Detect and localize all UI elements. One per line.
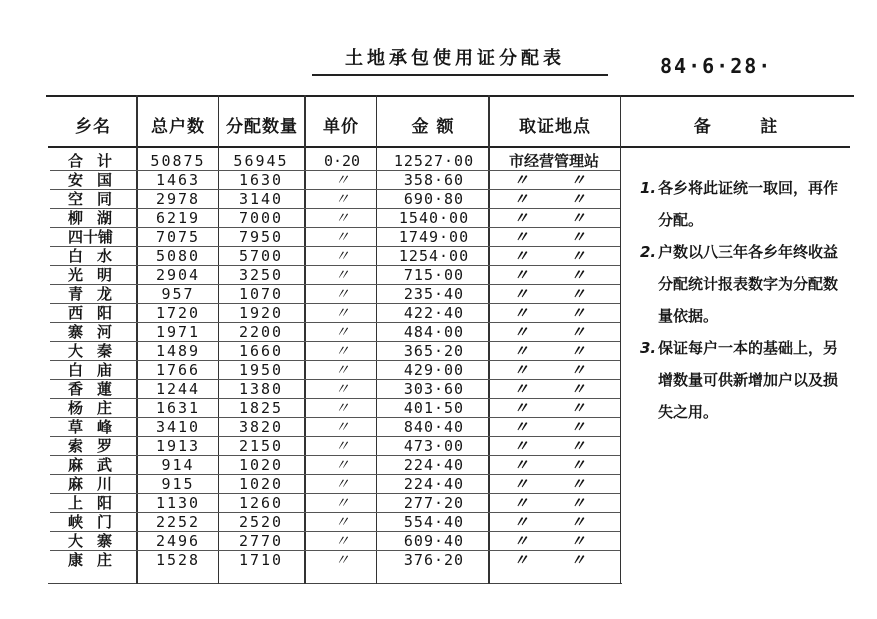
- ditto-mark: 〃: [334, 494, 350, 512]
- header-unit-price: 单价: [323, 117, 359, 137]
- ditto-mark: 〃: [334, 285, 350, 303]
- remark-note-2: [640, 236, 850, 332]
- ditto-mark: 〃: [513, 380, 529, 398]
- ditto-mark: 〃: [513, 171, 529, 189]
- table-row: [50, 304, 620, 323]
- amount-value: 715·00: [403, 266, 465, 284]
- ditto-mark: 〃: [570, 551, 586, 569]
- amount-value: 1254·00: [398, 247, 470, 265]
- township-name: 杨庄: [68, 399, 127, 417]
- allocation-value: 1950: [238, 361, 284, 379]
- township-name: 寨河: [68, 323, 127, 341]
- amount-value: 365·20: [403, 342, 465, 360]
- amount-value: 401·50: [403, 399, 465, 417]
- township-name: 麻川: [68, 475, 127, 493]
- column-divider: [620, 95, 621, 584]
- total-row: [50, 152, 620, 171]
- allocation-value: 2150: [238, 437, 284, 455]
- ditto-mark: 〃: [570, 380, 586, 398]
- township-name: 西阳: [68, 304, 127, 322]
- table-top-border: [46, 95, 854, 97]
- header-pickup-location: 取证地点: [519, 117, 591, 137]
- township-name: 白水: [68, 247, 127, 265]
- table-row: [50, 266, 620, 285]
- remark-note-3: [640, 332, 850, 428]
- allocation-value: 3140: [238, 190, 284, 208]
- ditto-mark: 〃: [570, 475, 586, 493]
- allocation-value: 7950: [238, 228, 284, 246]
- ditto-mark: 〃: [570, 456, 586, 474]
- ditto-mark: 〃: [334, 475, 350, 493]
- title-underline: [312, 74, 608, 76]
- ditto-mark: 〃: [570, 418, 586, 436]
- table-row: [50, 532, 620, 551]
- allocation-value: 1825: [238, 399, 284, 417]
- total-pickup-location: 市经营管理站: [508, 152, 599, 170]
- table-bottom-border: [48, 583, 622, 584]
- township-name: 安国: [68, 171, 127, 189]
- township-name: 空同: [68, 190, 127, 208]
- total-allocation: 56945: [233, 152, 289, 170]
- ditto-mark: 〃: [570, 171, 586, 189]
- remark-number: 1.: [640, 179, 657, 197]
- document-title: 土地承包使用证分配表: [345, 48, 565, 69]
- allocation-value: 1710: [238, 551, 284, 569]
- ditto-mark: 〃: [513, 323, 529, 341]
- amount-value: 1540·00: [398, 209, 470, 227]
- table-row: [50, 380, 620, 399]
- amount-value: 224·40: [403, 456, 465, 474]
- amount-value: 277·20: [403, 494, 465, 512]
- amount-value: 484·00: [403, 323, 465, 341]
- table-row: [50, 171, 620, 190]
- ditto-mark: 〃: [570, 532, 586, 550]
- allocation-value: 1260: [238, 494, 284, 512]
- header-households: 总户数: [151, 117, 205, 137]
- township-name: 大秦: [68, 342, 127, 360]
- ditto-mark: 〃: [334, 323, 350, 341]
- ditto-mark: 〃: [513, 513, 529, 531]
- remark-note-1: [640, 172, 850, 236]
- table-row: [50, 418, 620, 437]
- amount-value: 224·40: [403, 475, 465, 493]
- amount-value: 1749·00: [398, 228, 470, 246]
- amount-value: 840·40: [403, 418, 465, 436]
- households-value: 1244: [155, 380, 201, 398]
- remark-number: 3.: [640, 339, 657, 357]
- remark-number: 2.: [640, 243, 657, 261]
- households-value: 1130: [155, 494, 201, 512]
- table-row: [50, 342, 620, 361]
- remarks-header-border: [622, 146, 850, 148]
- ditto-mark: 〃: [334, 247, 350, 265]
- table-row: [50, 361, 620, 380]
- households-value: 5080: [155, 247, 201, 265]
- ditto-mark: 〃: [570, 513, 586, 531]
- remark-text: 户数以八三年各乡年终收益分配统计报表数字为分配数量依据。: [658, 243, 839, 325]
- ditto-mark: 〃: [570, 209, 586, 227]
- table-row: [50, 475, 620, 494]
- township-name: 白庙: [68, 361, 127, 379]
- header-bottom-border: [48, 146, 622, 148]
- ditto-mark: 〃: [513, 304, 529, 322]
- households-value: 2904: [155, 266, 201, 284]
- households-value: 1720: [155, 304, 201, 322]
- allocation-value: 1380: [238, 380, 284, 398]
- total-households: 50875: [150, 152, 206, 170]
- table-row: [50, 456, 620, 475]
- households-value: 914: [161, 456, 195, 474]
- table-row: [50, 494, 620, 513]
- allocation-value: 7000: [238, 209, 284, 227]
- township-name: 上阳: [68, 494, 127, 512]
- ditto-mark: 〃: [570, 304, 586, 322]
- table-row: [50, 513, 620, 532]
- township-name: 四十铺: [68, 228, 114, 246]
- ditto-mark: 〃: [334, 551, 350, 569]
- amount-value: 554·40: [403, 513, 465, 531]
- ditto-mark: 〃: [513, 209, 529, 227]
- ditto-mark: 〃: [570, 266, 586, 284]
- ditto-mark: 〃: [513, 399, 529, 417]
- households-value: 1971: [155, 323, 201, 341]
- allocation-value: 3250: [238, 266, 284, 284]
- township-name: 柳湖: [68, 209, 127, 227]
- amount-value: 473·00: [403, 437, 465, 455]
- ditto-mark: 〃: [334, 266, 350, 284]
- township-name: 麻武: [68, 456, 127, 474]
- amount-value: 609·40: [403, 532, 465, 550]
- allocation-value: 1020: [238, 475, 284, 493]
- table-row: [50, 399, 620, 418]
- ditto-mark: 〃: [570, 342, 586, 360]
- households-value: 1489: [155, 342, 201, 360]
- ditto-mark: 〃: [334, 304, 350, 322]
- allocation-value: 2520: [238, 513, 284, 531]
- ditto-mark: 〃: [513, 247, 529, 265]
- allocation-value: 1070: [238, 285, 284, 303]
- ditto-mark: 〃: [513, 532, 529, 550]
- households-value: 6219: [155, 209, 201, 227]
- ditto-mark: 〃: [334, 190, 350, 208]
- township-name: 香蓮: [68, 380, 127, 398]
- table-row: [50, 285, 620, 304]
- township-name: 大寨: [68, 532, 127, 550]
- ditto-mark: 〃: [334, 513, 350, 531]
- ditto-mark: 〃: [513, 456, 529, 474]
- township-name: 康庄: [68, 551, 127, 569]
- households-value: 2252: [155, 513, 201, 531]
- allocation-value: 3820: [238, 418, 284, 436]
- ditto-mark: 〃: [334, 342, 350, 360]
- ditto-mark: 〃: [570, 228, 586, 246]
- ditto-mark: 〃: [570, 399, 586, 417]
- ditto-mark: 〃: [513, 551, 529, 569]
- households-value: 2496: [155, 532, 201, 550]
- ditto-mark: 〃: [334, 228, 350, 246]
- allocation-value: 5700: [238, 247, 284, 265]
- ditto-mark: 〃: [334, 171, 350, 189]
- township-name: 峡门: [68, 513, 127, 531]
- ditto-mark: 〃: [570, 285, 586, 303]
- ditto-mark: 〃: [513, 418, 529, 436]
- header-remarks: 备 註: [693, 117, 779, 137]
- allocation-value: 1020: [238, 456, 284, 474]
- households-value: 1631: [155, 399, 201, 417]
- households-value: 1766: [155, 361, 201, 379]
- amount-value: 376·20: [403, 551, 465, 569]
- ditto-mark: 〃: [513, 437, 529, 455]
- households-value: 3410: [155, 418, 201, 436]
- table-row: [50, 437, 620, 456]
- households-value: 7075: [155, 228, 201, 246]
- households-value: 2978: [155, 190, 201, 208]
- total-label: 合计: [68, 152, 127, 170]
- households-value: 1463: [155, 171, 201, 189]
- allocation-value: 1630: [238, 171, 284, 189]
- total-unit-price: 0·20: [323, 152, 361, 170]
- remark-text: 保证每户一本的基础上，另增数量可供新增加户以及损失之用。: [658, 339, 839, 421]
- ditto-mark: 〃: [513, 494, 529, 512]
- allocation-value: 2770: [238, 532, 284, 550]
- amount-value: 358·60: [403, 171, 465, 189]
- remark-text: 各乡将此证统一取回，再作分配。: [658, 179, 839, 229]
- households-value: 915: [161, 475, 195, 493]
- ditto-mark: 〃: [570, 247, 586, 265]
- ditto-mark: 〃: [513, 342, 529, 360]
- ditto-mark: 〃: [570, 323, 586, 341]
- ditto-mark: 〃: [570, 437, 586, 455]
- ditto-mark: 〃: [334, 437, 350, 455]
- ditto-mark: 〃: [513, 266, 529, 284]
- ditto-mark: 〃: [334, 418, 350, 436]
- ditto-mark: 〃: [513, 228, 529, 246]
- ditto-mark: 〃: [334, 380, 350, 398]
- ditto-mark: 〃: [513, 285, 529, 303]
- document-date: 84·6·28·: [660, 54, 773, 78]
- ditto-mark: 〃: [570, 190, 586, 208]
- table-row: [50, 228, 620, 247]
- township-name: 光明: [68, 266, 127, 284]
- ditto-mark: 〃: [513, 361, 529, 379]
- header-township: 乡名: [75, 117, 111, 137]
- township-name: 草峰: [68, 418, 127, 436]
- allocation-value: 1920: [238, 304, 284, 322]
- ditto-mark: 〃: [570, 361, 586, 379]
- ditto-mark: 〃: [334, 209, 350, 227]
- header-amount: 金 额: [411, 117, 455, 137]
- ditto-mark: 〃: [334, 361, 350, 379]
- ditto-mark: 〃: [513, 190, 529, 208]
- table-row: [50, 209, 620, 228]
- ditto-mark: 〃: [334, 456, 350, 474]
- amount-value: 429·00: [403, 361, 465, 379]
- ditto-mark: 〃: [513, 475, 529, 493]
- households-value: 957: [161, 285, 195, 303]
- table-row: [50, 247, 620, 266]
- township-name: 索罗: [68, 437, 127, 455]
- ditto-mark: 〃: [334, 532, 350, 550]
- households-value: 1528: [155, 551, 201, 569]
- table-row: [50, 190, 620, 209]
- table-row: [50, 551, 620, 570]
- amount-value: 690·80: [403, 190, 465, 208]
- allocation-value: 1660: [238, 342, 284, 360]
- table-row: [50, 323, 620, 342]
- township-name: 青龙: [68, 285, 127, 303]
- amount-value: 235·40: [403, 285, 465, 303]
- ditto-mark: 〃: [334, 399, 350, 417]
- amount-value: 422·40: [403, 304, 465, 322]
- ditto-mark: 〃: [570, 494, 586, 512]
- header-allocation: 分配数量: [226, 117, 298, 137]
- households-value: 1913: [155, 437, 201, 455]
- amount-value: 303·60: [403, 380, 465, 398]
- allocation-value: 2200: [238, 323, 284, 341]
- total-amount: 12527·00: [393, 152, 475, 170]
